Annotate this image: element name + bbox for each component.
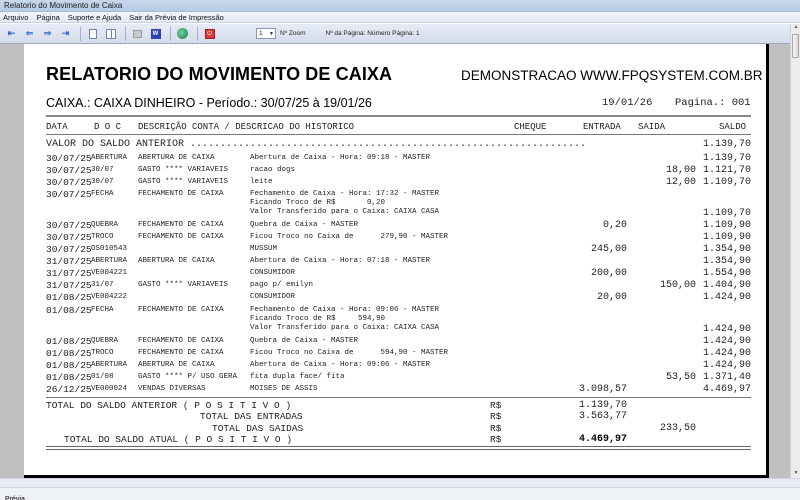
printer-icon: [133, 30, 142, 38]
row-date: 30/07/25: [46, 244, 92, 255]
zoom-select[interactable]: [256, 28, 276, 39]
row-saldo: 1.424,90: [702, 336, 751, 347]
menu-pagina[interactable]: Página: [36, 13, 60, 22]
preview-viewport: [0, 44, 790, 478]
row-history: Abertura de Caixa - Hora: 09:18 - MASTER: [250, 154, 431, 162]
row-history: Ficando Troco de R$ 0,20: [250, 199, 386, 207]
row-doc: 01/08: [91, 373, 114, 381]
row-history: Fechamento de Caixa - Hora: 17:32 - MASTER: [250, 190, 440, 198]
single-page-button[interactable]: [85, 27, 100, 41]
scroll-up-icon[interactable]: ▲: [793, 24, 799, 30]
row-account: FECHAMENTO DE CAIXA: [138, 337, 224, 345]
export-word-button[interactable]: [148, 27, 163, 41]
report-page: [24, 44, 769, 478]
total-currency: R$: [490, 434, 502, 445]
total-value: 233,50: [659, 423, 696, 434]
toolbar-separator: [80, 27, 81, 41]
row-date: 01/08/25: [46, 348, 92, 359]
menu-bar: [0, 12, 800, 23]
row-history: MOISES DE ASSIS: [250, 385, 318, 393]
window-title: Relatorio do Movimento de Caixa: [4, 1, 123, 10]
row-date: 01/08/25: [46, 336, 92, 347]
row-date: 30/07/25: [46, 153, 92, 164]
total-value: 1.139,70: [578, 400, 627, 411]
row-entrada: 245,00: [590, 244, 627, 255]
col-header-cheque: CHEQUE: [514, 122, 547, 132]
row-date: 31/07/25: [46, 256, 92, 267]
next-page-button[interactable]: [40, 27, 55, 41]
scroll-thumb[interactable]: [792, 34, 799, 58]
row-history: Ficou Troco no Caixa de 594,90 - MASTER: [250, 349, 449, 357]
row-account: ABERTURA DE CAIXA: [138, 361, 215, 369]
row-saldo: 1.121,70: [702, 165, 751, 176]
row-history: Fechamento de Caixa - Hora: 09:06 - MASTER: [250, 306, 440, 314]
row-saldo: 1.404,90: [702, 280, 751, 291]
total-currency: R$: [490, 411, 502, 422]
row-history: Quebra de Caixa - MASTER: [250, 337, 359, 345]
row-entrada: 0,20: [602, 220, 627, 231]
row-doc: 30/07: [91, 178, 114, 186]
arrow-left-icon: ⇐: [25, 28, 34, 38]
row-entrada: 3.098,57: [578, 384, 627, 395]
row-history: CONSUMIDOR: [250, 269, 296, 277]
row-doc: ABERTURA: [91, 154, 128, 162]
zoom-value: 1: [259, 30, 263, 37]
row-saldo: 1.424,90: [702, 348, 751, 359]
row-entrada: 20,00: [596, 292, 627, 303]
divider: [46, 115, 751, 117]
report-title: RELATORIO DO MOVIMENTO DE CAIXA: [46, 64, 393, 84]
chevron-down-icon: ▼: [269, 31, 274, 37]
row-saldo: 1.371,40: [702, 372, 751, 383]
row-account: ABERTURA DE CAIXA: [138, 257, 215, 265]
toolbar-separator: [170, 27, 171, 41]
row-doc: FECHA: [91, 306, 114, 314]
total-label: TOTAL DAS SAIDAS: [212, 423, 304, 434]
power-icon: ⏻: [205, 29, 215, 39]
zoom-label: Nº Zoom: [280, 30, 306, 37]
two-pages-icon: [106, 29, 116, 39]
col-header-saida: SAIDA: [638, 122, 666, 132]
row-history: CONSUMIDOR: [250, 293, 296, 301]
caixa-period: CAIXA.: CAIXA DINHEIRO - Período.: 30/07/25 à 19/01/26: [46, 96, 372, 110]
row-history: Abertura de Caixa - Hora: 09:06 - MASTER: [250, 361, 431, 369]
status-text: Prévia: [5, 496, 25, 500]
row-date: 30/07/25: [46, 177, 92, 188]
menu-suporte-ajuda[interactable]: Suporte e Ajuda: [67, 13, 122, 22]
export-web-button[interactable]: [175, 27, 190, 41]
previous-page-button[interactable]: [22, 27, 37, 41]
row-saldo: 1.109,70: [702, 208, 751, 219]
row-account: ABERTURA DE CAIXA: [138, 154, 215, 162]
total-currency: R$: [490, 423, 502, 434]
total-value: 4.469,97: [578, 434, 627, 445]
row-doc: VE000024: [91, 385, 128, 393]
divider: [46, 397, 751, 398]
row-saldo: 1.424,90: [702, 360, 751, 371]
row-saldo: 1.139,70: [702, 153, 751, 164]
row-saldo: 1.109,70: [702, 177, 751, 188]
row-doc: QUEBRA: [91, 337, 119, 345]
row-doc: VE004222: [91, 293, 128, 301]
row-saldo: 1.424,90: [702, 324, 751, 335]
col-header-entrada: ENTRADA: [583, 122, 621, 132]
row-date: 31/07/25: [46, 280, 92, 291]
row-account: GASTO **** VARIAVEIS: [138, 166, 229, 174]
total-label: TOTAL DO SALDO ATUAL ( P O S I T I V O ): [64, 434, 293, 445]
row-history: Abertura de Caixa - Hora: 07:18 - MASTER: [250, 257, 431, 265]
saldo-anterior-value: 1.139,70: [702, 139, 751, 150]
row-account: FECHAMENTO DE CAIXA: [138, 349, 224, 357]
row-account: VENDAS DIVERSAS: [138, 385, 206, 393]
row-saida: 18,00: [665, 165, 696, 176]
last-page-icon: ⇥: [61, 28, 70, 38]
page-number-label: Nº da Página: Número Página: 1: [325, 30, 420, 37]
row-saida: 12,00: [665, 177, 696, 188]
arrow-right-icon: ⇒: [43, 28, 52, 38]
print-date: 19/01/26: [602, 97, 653, 109]
window-titlebar: [0, 0, 800, 12]
col-header-descricao: DESCRIÇÃO CONTA / DESCRICAO DO HISTORICO: [138, 122, 355, 132]
first-page-button[interactable]: [4, 27, 19, 41]
total-label: TOTAL DAS ENTRADAS: [200, 411, 303, 422]
menu-arquivo[interactable]: Arquivo: [3, 13, 29, 22]
col-header-data: DATA: [46, 122, 68, 132]
row-history: MUSSUM: [250, 245, 278, 253]
divider: [46, 449, 751, 450]
saldo-anterior-label: VALOR DO SALDO ANTERIOR ..................................................................: [46, 139, 587, 150]
row-doc: ABERTURA: [91, 361, 128, 369]
row-doc: TROCO: [91, 233, 114, 241]
row-account: FECHAMENTO DE CAIXA: [138, 306, 224, 314]
row-history: pago p/ emilyn: [250, 281, 314, 289]
row-saida: 150,00: [659, 280, 696, 291]
row-saldo: 1.354,90: [702, 244, 751, 255]
row-date: 31/07/25: [46, 268, 92, 279]
toolbar-separator: [197, 27, 198, 41]
row-date: 30/07/25: [46, 220, 92, 231]
row-doc: VE004221: [91, 269, 128, 277]
total-label: TOTAL DO SALDO ANTERIOR ( P O S I T I V O ): [46, 400, 292, 411]
toolbar: [0, 24, 790, 44]
row-saida: 53,50: [665, 372, 696, 383]
first-page-icon: ⇤: [7, 28, 16, 38]
total-value: 3.563,77: [578, 411, 627, 422]
row-account: GASTO **** VARIAVEIS: [138, 178, 229, 186]
row-account: FECHAMENTO DE CAIXA: [138, 190, 224, 198]
row-date: 30/07/25: [46, 232, 92, 243]
word-icon: W: [151, 29, 161, 39]
last-page-button[interactable]: [58, 27, 73, 41]
row-history: fita dupla face/ fita: [250, 373, 345, 381]
row-doc: ABERTURA: [91, 257, 128, 265]
demo-banner: DEMONSTRACAO WWW.FPQSYSTEM.COM.BR: [461, 68, 763, 83]
horizontal-scrollbar[interactable]: [0, 478, 800, 487]
col-header-saldo: SALDO: [719, 122, 747, 132]
row-saldo: 1.424,90: [702, 292, 751, 303]
toolbar-separator: [125, 27, 126, 41]
row-history: Ficando Troco de R$ 594,90: [250, 315, 386, 323]
row-history: racao dogs: [250, 166, 296, 174]
row-history: leite: [250, 178, 273, 186]
row-doc: 30/07: [91, 166, 114, 174]
divider: [46, 134, 751, 135]
vertical-scrollbar[interactable]: [790, 24, 800, 478]
row-entrada: 200,00: [590, 268, 627, 279]
row-history: Valor Transferido para o Caixa: CAIXA CASA: [250, 208, 440, 216]
row-doc: 31/07: [91, 281, 114, 289]
row-account: FECHAMENTO DE CAIXA: [138, 221, 224, 229]
row-doc: FECHA: [91, 190, 114, 198]
row-account: FECHAMENTO DE CAIXA: [138, 233, 224, 241]
row-date: 01/08/25: [46, 372, 92, 383]
row-doc: QUEBRA: [91, 221, 119, 229]
globe-icon: [177, 28, 188, 39]
two-pages-button[interactable]: [103, 27, 118, 41]
row-date: 01/08/25: [46, 305, 92, 316]
print-button[interactable]: [130, 27, 145, 41]
page-indicator: Pagina.: 001: [675, 97, 751, 109]
row-account: GASTO **** P/ USO GERA: [138, 373, 238, 381]
row-history: Ficou Troco no Caixa de 279,90 - MASTER: [250, 233, 449, 241]
row-saldo: 1.109,90: [702, 232, 751, 243]
divider: [46, 446, 751, 447]
status-bar: [0, 487, 800, 500]
menu-sair-previa[interactable]: Sair da Prévia de Impressão: [129, 13, 224, 22]
row-saldo: 4.469,97: [702, 384, 751, 395]
total-currency: R$: [490, 400, 502, 411]
row-date: 30/07/25: [46, 189, 92, 200]
single-page-icon: [89, 29, 97, 39]
row-history: Quebra de Caixa - MASTER: [250, 221, 359, 229]
scroll-down-icon[interactable]: ▼: [793, 470, 799, 476]
row-date: 26/12/25: [46, 384, 92, 395]
row-saldo: 1.109,90: [702, 220, 751, 231]
row-date: 01/08/25: [46, 360, 92, 371]
col-header-doc: D O C: [94, 122, 122, 132]
exit-button[interactable]: [202, 27, 217, 41]
row-date: 01/08/25: [46, 292, 92, 303]
row-saldo: 1.554,90: [702, 268, 751, 279]
row-doc: TROCO: [91, 349, 114, 357]
row-saldo: 1.354,90: [702, 256, 751, 267]
row-doc: OS010543: [91, 245, 128, 253]
row-account: GASTO **** VARIAVEIS: [138, 281, 229, 289]
row-history: Valor Transferido para o Caixa: CAIXA CASA: [250, 324, 440, 332]
row-date: 30/07/25: [46, 165, 92, 176]
